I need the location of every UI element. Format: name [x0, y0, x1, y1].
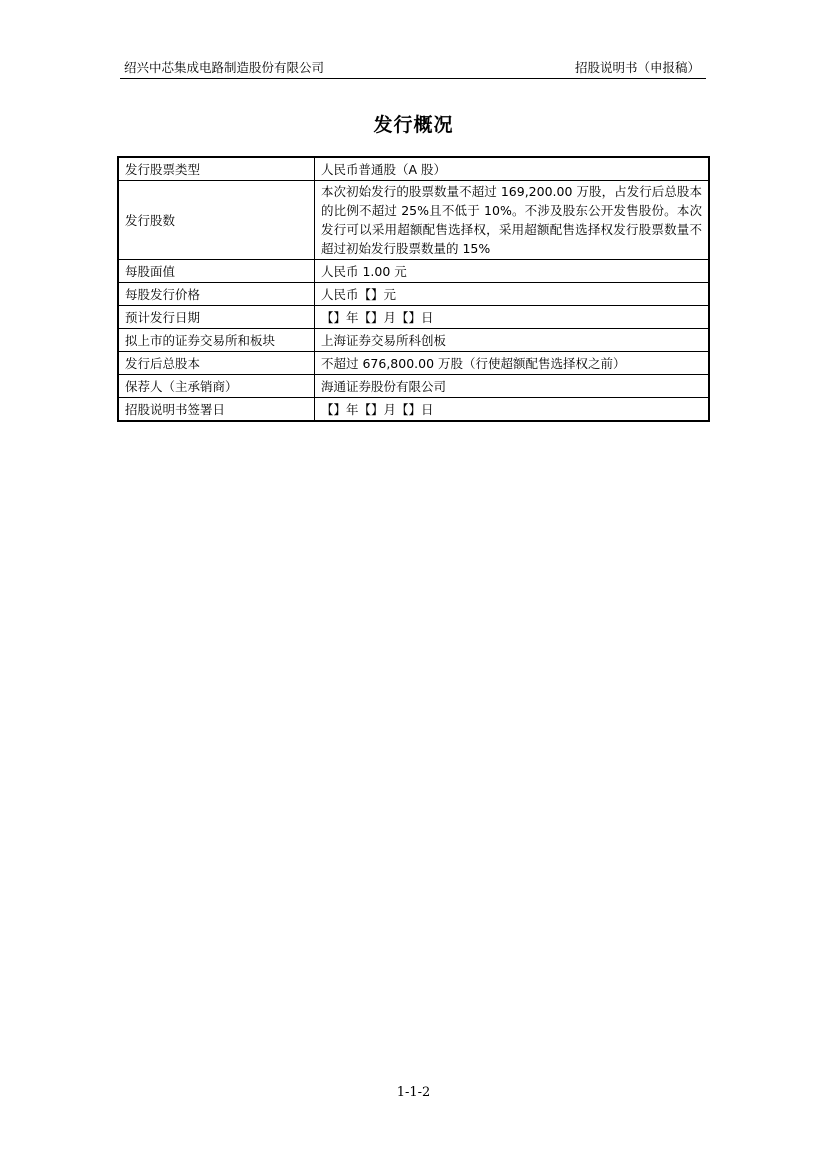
- row-label: 发行股数: [118, 181, 315, 260]
- table-row: [118, 306, 709, 329]
- document-type: 招股说明书（申报稿）: [574, 60, 700, 75]
- row-value: 不超过 676,800.00 万股（行使超额配售选择权之前）: [315, 352, 710, 375]
- row-label: 发行后总股本: [118, 352, 315, 375]
- page-title: 发行概况: [373, 114, 454, 136]
- table-row: [118, 375, 709, 398]
- row-label: 发行股票类型: [118, 157, 315, 181]
- table-row: [118, 157, 709, 181]
- row-label: 每股发行价格: [118, 283, 315, 306]
- page-header: [120, 58, 706, 79]
- offering-overview-table: [117, 156, 710, 422]
- row-value: 【】年【】月【】日: [315, 306, 710, 329]
- row-label: 招股说明书签署日: [118, 398, 315, 422]
- row-value: 人民币 1.00 元: [315, 260, 710, 283]
- company-name: 绍兴中芯集成电路制造股份有限公司: [124, 60, 325, 75]
- table-row: [118, 329, 709, 352]
- row-label: 每股面值: [118, 260, 315, 283]
- row-value: 海通证券股份有限公司: [315, 375, 710, 398]
- table-row: [118, 352, 709, 375]
- row-label: 预计发行日期: [118, 306, 315, 329]
- table-row: [118, 181, 709, 260]
- row-label: 保荐人（主承销商）: [118, 375, 315, 398]
- row-value: 上海证券交易所科创板: [315, 329, 710, 352]
- page-number: 1-1-2: [396, 1085, 431, 1100]
- row-value: 【】年【】月【】日: [315, 398, 710, 422]
- table-row: [118, 398, 709, 422]
- row-value: 本次初始发行的股票数量不超过 169,200.00 万股，占发行后总股本的比例不超过 25%且不低于 10%。不涉及股东公开发售股份。本次发行可以采用超额配售选择权，采用超额配售选择权发行股票数量不超过初始发行股票数量的 15%: [315, 181, 710, 260]
- row-label: 拟上市的证券交易所和板块: [118, 329, 315, 352]
- row-value: 人民币普通股（A 股）: [315, 157, 710, 181]
- row-value: 人民币【】元: [315, 283, 710, 306]
- table-row: [118, 260, 709, 283]
- table-row: [118, 283, 709, 306]
